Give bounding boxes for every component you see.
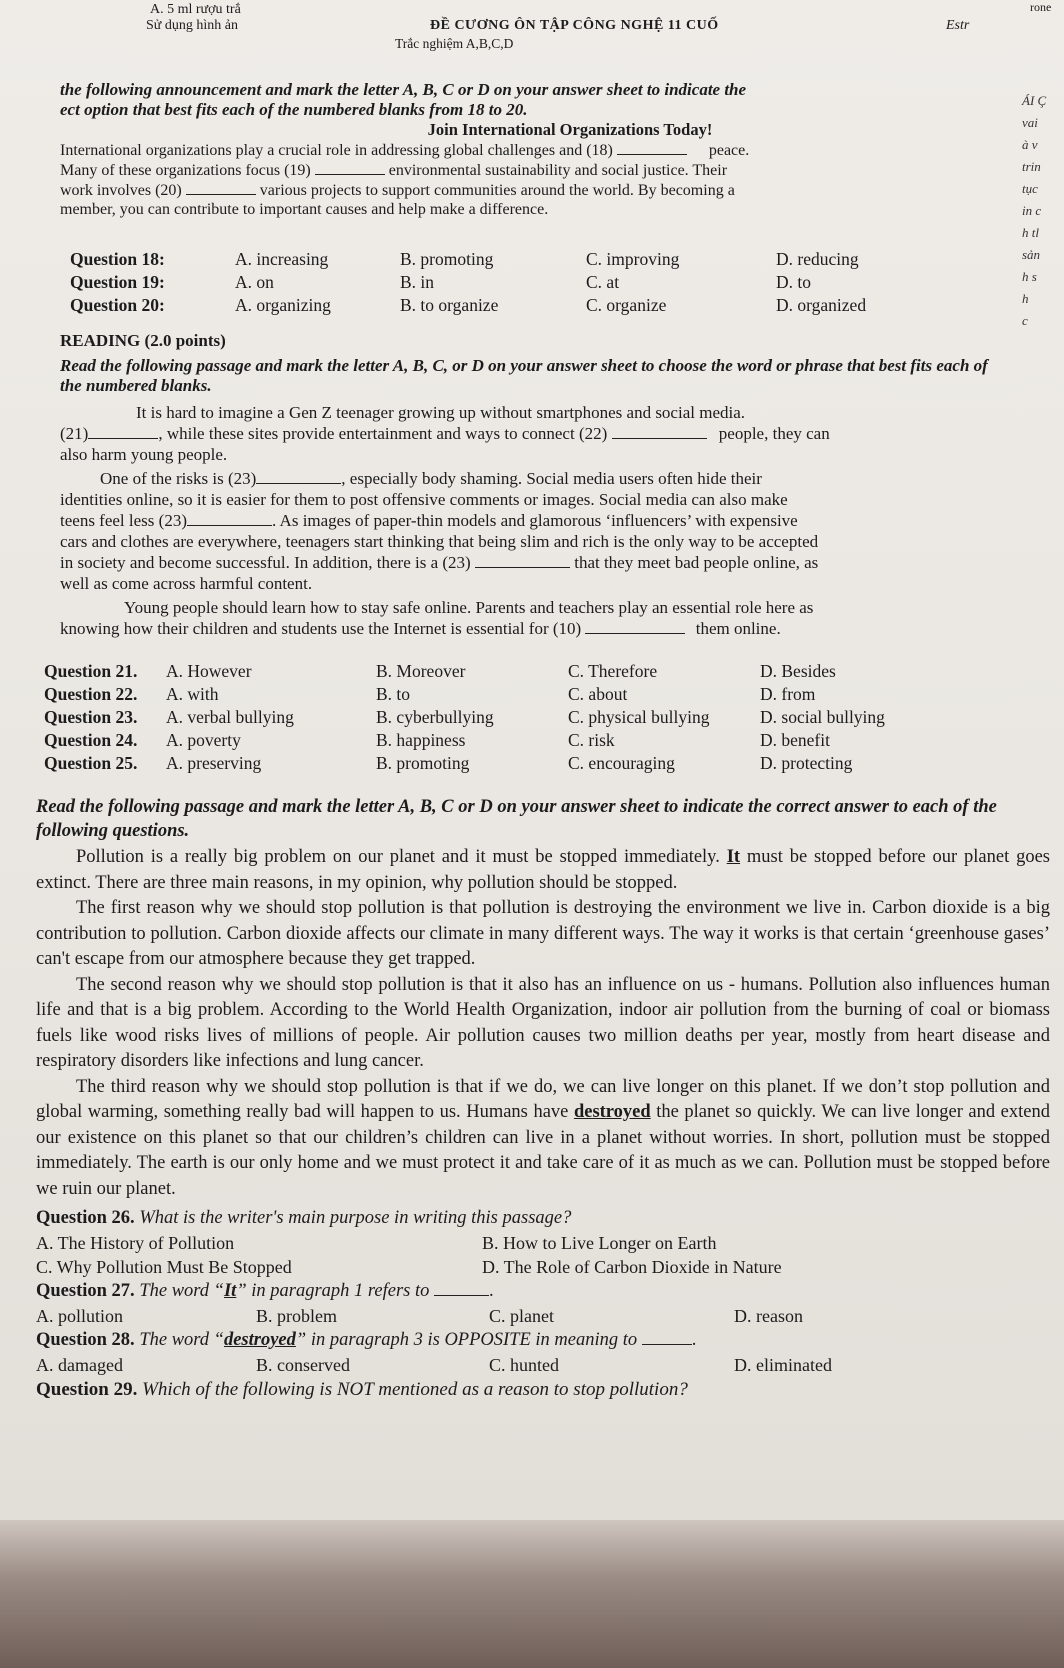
header-top-left-1: A. 5 ml rượu trắ	[150, 2, 241, 17]
margin-note: c	[1022, 313, 1028, 328]
option-c[interactable]: C. organize	[586, 295, 667, 315]
option-d[interactable]: D. organized	[776, 295, 867, 315]
reading-p1c: also harm young people.	[60, 445, 228, 464]
question-row-20	[70, 294, 950, 317]
q26-options-row-2	[36, 1255, 1050, 1279]
q28-option-a[interactable]: A. damaged	[36, 1355, 123, 1375]
para4-post: the planet so quickly. We can live longer and extend our existence on this planet so that our children’s children can live in a planet without worries. In short, pollution must be stopped immediately. The earth is our only home and we must protect it and take care of it as much as we can. Pollution must be stopped before we ruin our planet.	[36, 1102, 1050, 1199]
announcement-line-3b: various projects to support communities around the world. By becoming a	[259, 182, 735, 199]
q29-text: Which of the following is NOT mentioned as a reason to stop pollution?	[142, 1379, 688, 1400]
question-row-18	[70, 248, 950, 271]
q27-options	[36, 1304, 1050, 1328]
reading-p3b-end: them online.	[695, 619, 781, 638]
question-label: Question 20:	[70, 295, 165, 315]
option-c[interactable]: C. about	[568, 684, 628, 704]
option-c[interactable]: C. improving	[586, 249, 680, 269]
margin-note: trin	[1022, 159, 1041, 174]
reading-p2b: identities online, so it is easier for them to post offensive comments or images. Social media can also make	[60, 490, 788, 509]
q28-options	[36, 1353, 1050, 1377]
announcement-line-2a: Many of these organizations focus (19)	[60, 162, 311, 179]
question-label: Question 19:	[70, 272, 165, 292]
q27-text-pre: The word “	[139, 1281, 224, 1301]
passage2-para-4	[36, 1075, 1050, 1203]
question-row-23	[44, 706, 964, 729]
q28-text-post: ” in paragraph 3 is OPPOSITE in meaning to	[295, 1330, 638, 1350]
q28-option-c[interactable]: C. hunted	[489, 1355, 559, 1375]
q29-label: Question 29.	[36, 1379, 138, 1400]
question-label: Question 25.	[44, 753, 138, 773]
option-b[interactable]: B. in	[400, 272, 435, 292]
margin-note: ÁI Ç	[1022, 93, 1047, 108]
reading-section	[60, 330, 1010, 639]
option-d[interactable]: D. Besides	[760, 661, 836, 681]
question-row-22	[44, 683, 964, 706]
q28-word: destroyed	[223, 1330, 296, 1350]
option-a[interactable]: A. preserving	[166, 753, 262, 773]
blank-20[interactable]	[186, 180, 256, 195]
q27-option-a[interactable]: A. pollution	[36, 1306, 124, 1326]
option-a[interactable]: A. However	[166, 661, 252, 681]
option-d[interactable]: D. from	[760, 684, 816, 704]
blank-18[interactable]	[617, 140, 687, 155]
q26-option-a[interactable]: A. The History of Pollution	[36, 1233, 235, 1253]
option-c[interactable]: C. Therefore	[568, 661, 658, 681]
blank-23c[interactable]	[475, 553, 570, 568]
option-b[interactable]: B. to	[376, 684, 411, 704]
reading-p2f: well as come across harmful content.	[60, 574, 313, 593]
q26-options-row-1	[36, 1231, 1050, 1255]
option-a[interactable]: A. poverty	[166, 730, 241, 750]
announcement-line-1-end: peace.	[708, 142, 750, 159]
question-row-21	[44, 660, 964, 683]
margin-note: tục	[1022, 181, 1038, 196]
announcement-instruction-2: ect option that best fits each of the numbered blanks from 18 to 20.	[60, 100, 528, 119]
margin-note: h	[1022, 291, 1029, 306]
header-corner: rone	[1030, 0, 1052, 14]
q27-option-b[interactable]: B. problem	[256, 1306, 337, 1326]
para1-pre: Pollution is a really big problem on our planet and it must be stopped immediately.	[76, 847, 720, 867]
option-b[interactable]: B. to organize	[400, 295, 499, 315]
header-title: ĐỀ CƯƠNG ÔN TẬP CÔNG NGHỆ 11 CUỐ	[430, 18, 719, 33]
reading-heading: READING (2.0 points)	[60, 331, 226, 350]
header-top-left-2: Sử dụng hình ản	[146, 18, 238, 33]
question-row-19	[70, 271, 950, 294]
para1-underlined-it: It	[726, 847, 741, 867]
option-a[interactable]: A. with	[166, 684, 219, 704]
passage2-instruction: Read the following passage and mark the letter A, B, C or D on your answer sheet to indicate the correct answer to each of the following questions.	[36, 797, 997, 841]
question-label: Question 24.	[44, 730, 138, 750]
reading-questions	[44, 660, 964, 775]
question-label: Question 23.	[44, 707, 138, 727]
para4-underlined-destroyed: destroyed	[573, 1102, 651, 1122]
q27-option-d[interactable]: D. reason	[734, 1306, 803, 1326]
option-b[interactable]: B. promoting	[376, 753, 470, 773]
q28-option-b[interactable]: B. conserved	[256, 1355, 350, 1375]
option-c[interactable]: C. encouraging	[568, 753, 675, 773]
announcement-instruction: the following announcement and mark the letter A, B, C or D on your answer sheet to indicate the	[60, 80, 747, 99]
option-d[interactable]: D. reducing	[776, 249, 859, 269]
option-c[interactable]: C. physical bullying	[568, 707, 710, 727]
blank-22[interactable]	[612, 424, 707, 439]
bottom-shadow	[0, 1520, 1064, 1668]
passage2-para-3: The second reason why we should stop pollution is that it also has an influence on us - humans. Pollution also influences human life and that is a big problem. According to the World Health Organization, indoor air pollution from the burning of coal or biomass fuels like wood risks lives of millions of people. Air pollution causes two million deaths per year, mostly from heart disease and respiratory disorders like infections and lung cancer.	[36, 974, 1050, 1071]
q28-option-d[interactable]: D. eliminated	[734, 1355, 832, 1375]
reading-p3b-start: knowing how their children and students use the Internet is essential for (10)	[60, 619, 582, 638]
passage2-para-2: The first reason why we should stop pollution is that pollution is destroying the environment we live in. Carbon dioxide is a big contribution to pollution. Carbon dioxide affects our climate in many different ways. The way it works is that certain ‘greenhouse gases’ can't escape from our atmosphere because they get trapped.	[36, 898, 1050, 969]
blank-19[interactable]	[315, 160, 385, 175]
question-label: Question 21.	[44, 661, 138, 681]
blank-10[interactable]	[585, 619, 685, 634]
q26-option-c[interactable]: C. Why Pollution Must Be Stopped	[36, 1257, 292, 1277]
reading-p1b-start: (21)	[60, 424, 89, 443]
option-a[interactable]: A. verbal bullying	[166, 707, 294, 727]
q27-label: Question 27.	[36, 1281, 135, 1301]
q28-label: Question 28.	[36, 1330, 135, 1350]
reading-p1a: It is hard to imagine a Gen Z teenager growing up without smartphones and social media.	[136, 403, 746, 422]
announcement-section	[60, 80, 960, 219]
reading-p2c-end: . As images of paper-thin models and glamorous ‘influencers’ with expensive	[271, 511, 798, 530]
announcement-line-4: member, you can contribute to important causes and help make a difference.	[60, 201, 549, 218]
reading-p2a-start: One of the risks is (23)	[100, 469, 257, 488]
passage2-section: Read the following passage and mark the letter A, B, C or D on your answer sheet to indicate the correct answer to each of the following questions. Pollution is a really big problem on our planet and it must be stopped immediately. It must be stopped before our planet goes extinct. There are three main reasons, in my opinion, why pollution should be stopped. The first reason why we should stop pollution is that pollution is destroying the environment we live in. Carbon dioxide is a big contribution to pollution. Carbon dioxide affects our climate in many different ways. The way it works is that certain ‘greenhouse gases’ can't escape from our atmosphere because they get trapped. The second reason why we should stop pollution is that it also has an influence on us - humans. Pollution also influences human life and that is a big problem. According to the World Health Organization, indoor air pollution from the burning of coal or biomass fuels like wood risks lives of millions of people. Air pollution causes two million deaths per year, mostly from heart disease and respiratory disorders like infections and lung cancer. The third reason why we should stop pollution is that if we do, we can live longer on this planet. If we don’t stop pollution and global warming, something really bad will happen to us. Humans have destroyed the planet so quickly. We can live longer and extend our existence on this planet so that our children’s children can live in a planet without worries. In short, pollution must be stopped immediately. The earth is our only home and we must protect it and take care of it as much as we can. Pollution must be stopped before we ruin our planet. Question 26. What is the writer's main purpose in writing this passage? A. The History of Pollution B. How to Live Longer on Earth C. Why Pollution Must Be Stopped D. The Role of Carbon Dioxide in Nature Question 27. The word “It” in paragraph 1 refers to . A. pollution B. problem C. planet D. reason Question 28. The word “destroyed” in paragraph 3 is OPPOSITE in meaning to . A. damaged B. conserved C. hunted D. eliminated Question 29. Which of the following is NOT mentioned as a reason to stop pollution?	[36, 797, 1050, 1400]
reading-p3a: Young people should learn how to stay safe online. Parents and teachers play an essential role here as	[124, 598, 814, 617]
option-a[interactable]: A. increasing	[235, 249, 329, 269]
blank-21[interactable]	[88, 424, 158, 439]
option-b[interactable]: B. Moreover	[376, 661, 466, 681]
q27-blank	[434, 1281, 489, 1296]
margin-note: à v	[1022, 137, 1038, 152]
q26-option-b[interactable]: B. How to Live Longer on Earth	[482, 1233, 717, 1253]
q26-text: What is the writer's main purpose in writing this passage?	[139, 1208, 572, 1228]
para1-post: must be stopped before our planet goes extinct. There are three main reasons, in my opinion, why pollution should be stopped.	[36, 847, 1050, 893]
option-a[interactable]: A. organizing	[235, 295, 331, 315]
margin-note: h s	[1022, 269, 1037, 284]
reading-p2d: cars and clothes are everywhere, teenagers start thinking that being slim and rich is the only way to be accepted	[60, 532, 819, 551]
option-d[interactable]: D. to	[776, 272, 811, 292]
margin-note: vai	[1022, 115, 1038, 130]
option-d[interactable]: D. social bullying	[760, 707, 885, 727]
option-c[interactable]: C. at	[586, 272, 620, 292]
q27-word: It	[223, 1281, 237, 1301]
margin-note: h tl	[1022, 225, 1039, 240]
right-margin-notes	[1022, 90, 1062, 332]
reading-p1b-mid: , while these sites provide entertainment and ways to connect (22)	[158, 424, 608, 443]
header-top-right: Estr	[946, 18, 970, 33]
q28-blank	[642, 1330, 692, 1345]
announcement-line-2b: environmental sustainability and social justice. Their	[388, 162, 728, 179]
question-row-25	[44, 752, 964, 775]
reading-p1b-end: people, they can	[718, 424, 830, 443]
question-label: Question 22.	[44, 684, 138, 704]
option-b[interactable]: B. promoting	[400, 249, 494, 269]
q28-text-pre: The word “	[139, 1330, 224, 1350]
announcement-title: Join International Organizations Today!	[427, 120, 713, 139]
header-subtitle: Trắc nghiệm A,B,C,D	[395, 36, 514, 51]
reading-p2a-end: , especially body shaming. Social media users often hide their	[341, 469, 762, 488]
blank-23b[interactable]	[187, 511, 272, 526]
announcement-line-1: International organizations play a crucial role in addressing global challenges and (18)	[60, 142, 613, 159]
passage2-para-1	[36, 845, 1050, 896]
margin-note: sản	[1022, 247, 1041, 262]
reading-instruction: Read the following passage and mark the letter A, B, C, or D on your answer sheet to choose the word or phrase that best fits each of the numbered blanks.	[60, 356, 988, 395]
reading-p2c-start: teens feel less (23)	[60, 511, 187, 530]
q27-option-c[interactable]: C. planet	[489, 1306, 554, 1326]
option-d[interactable]: D. benefit	[760, 730, 830, 750]
option-a[interactable]: A. on	[235, 272, 274, 292]
announcement-line-3a: work involves (20)	[60, 182, 182, 199]
option-b[interactable]: B. cyberbullying	[376, 707, 494, 727]
margin-note: in c	[1022, 203, 1042, 218]
section1-questions	[70, 248, 950, 317]
q26-label: Question 26.	[36, 1208, 135, 1228]
option-b[interactable]: B. happiness	[376, 730, 466, 750]
question-label: Question 18:	[70, 249, 165, 269]
page-header	[0, 0, 1064, 60]
option-d[interactable]: D. protecting	[760, 753, 853, 773]
q26-option-d[interactable]: D. The Role of Carbon Dioxide in Nature	[482, 1257, 782, 1277]
question-row-24	[44, 729, 964, 752]
reading-p2e-end: that they meet bad people online, as	[574, 553, 819, 572]
reading-p2e-start: in society and become successful. In addition, there is a (23)	[60, 553, 471, 572]
para4-pre: The third reason why we should stop pollution is that if we do, we can live longer on this planet. If we don’t stop pollution and global warming, something really bad will happen to us. Humans have	[36, 1076, 1050, 1122]
blank-23a[interactable]	[256, 469, 341, 484]
option-c[interactable]: C. risk	[568, 730, 615, 750]
q27-text-post: ” in paragraph 1 refers to	[236, 1281, 430, 1301]
